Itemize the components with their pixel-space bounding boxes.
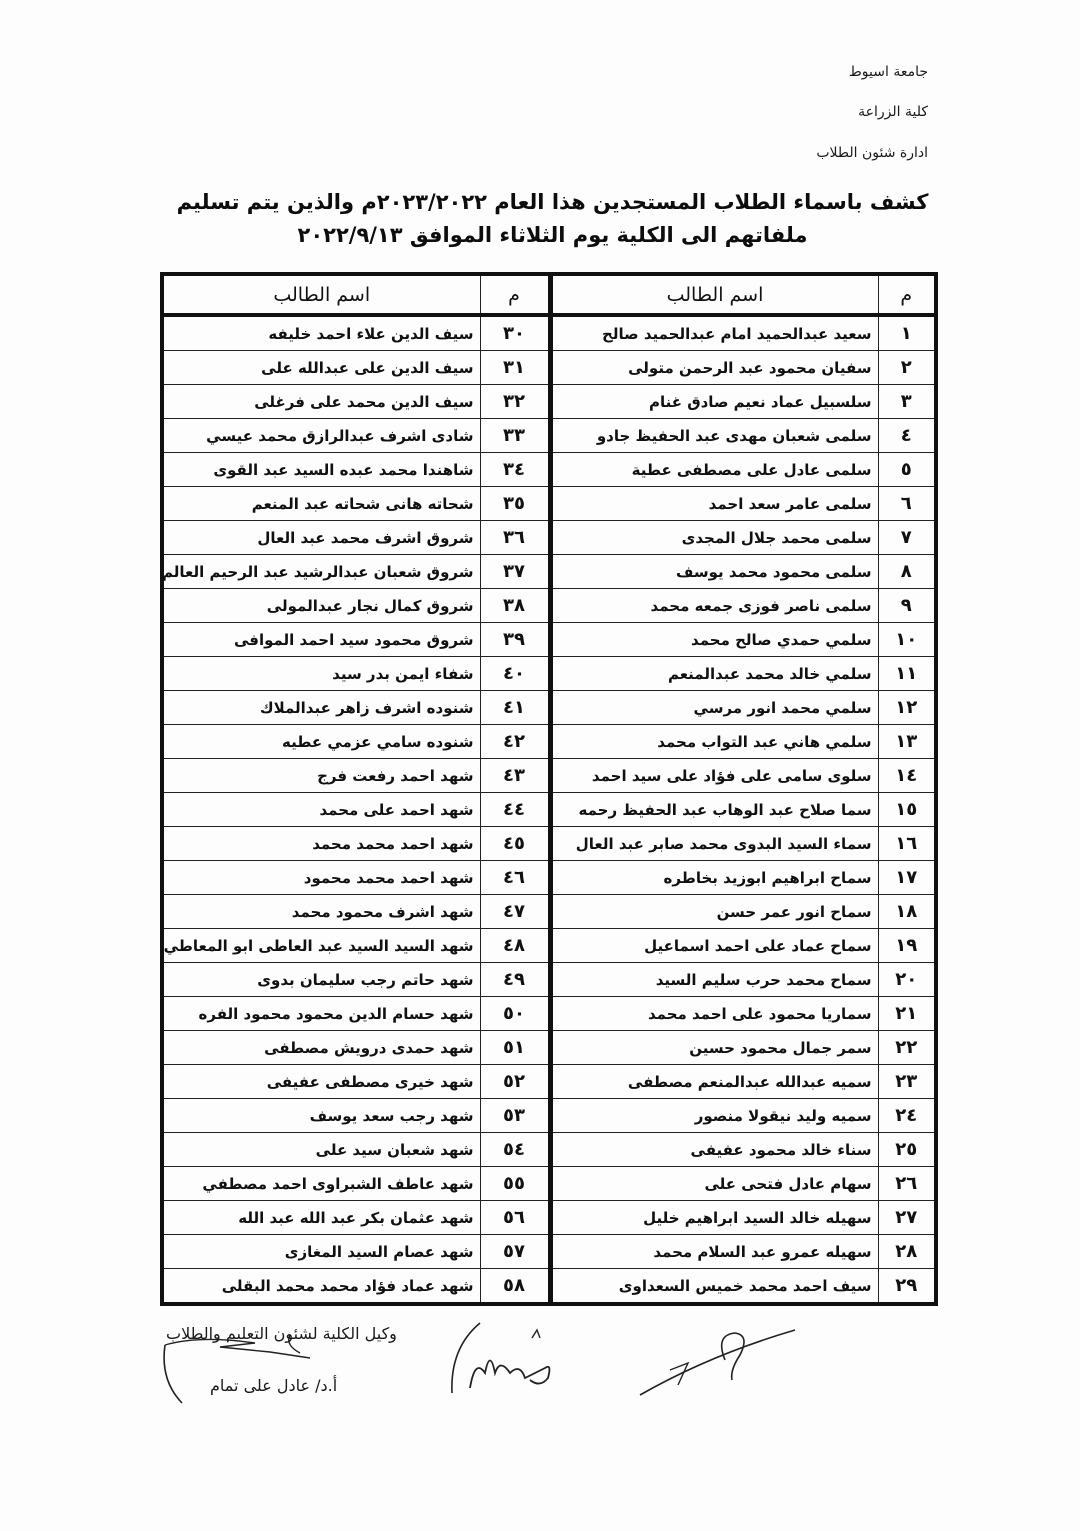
student-name-left: شهد اشرف محمود محمد — [162, 895, 480, 929]
student-name-left: شهد حمدى درويش مصطفى — [162, 1031, 480, 1065]
row-number-right: ٢٤ — [878, 1099, 936, 1133]
student-name-right: سلمى شعبان مهدى عبد الحفيظ جادو — [550, 419, 878, 453]
row-number-left: ٣٥ — [480, 487, 550, 521]
row-number-right: ٢٦ — [878, 1167, 936, 1201]
student-name-left: سيف الدين علاء احمد خليفه — [162, 315, 480, 351]
row-number-left: ٣٢ — [480, 385, 550, 419]
student-name-left: شفاء ايمن بدر سيد — [162, 657, 480, 691]
row-number-left: ٤٢ — [480, 725, 550, 759]
row-number-left: ٥٦ — [480, 1201, 550, 1235]
row-number-left: ٥٣ — [480, 1099, 550, 1133]
row-number-right: ١٩ — [878, 929, 936, 963]
student-name-left: شحاته هانى شحاته عبد المنعم — [162, 487, 480, 521]
row-number-left: ٤٣ — [480, 759, 550, 793]
row-number-left: ٥٢ — [480, 1065, 550, 1099]
student-name-right: سماح عماد على احمد اسماعيل — [550, 929, 878, 963]
student-name-right: سلمي محمد انور مرسي — [550, 691, 878, 725]
row-number-right: ٢٢ — [878, 1031, 936, 1065]
row-number-left: ٤٤ — [480, 793, 550, 827]
table-row — [162, 1201, 936, 1235]
row-number-right: ٢ — [878, 351, 936, 385]
student-name-right: سماح محمد حرب سليم السيد — [550, 963, 878, 997]
row-number-left: ٥٧ — [480, 1235, 550, 1269]
student-name-left: شنوده سامي عزمي عطيه — [162, 725, 480, 759]
table-row — [162, 759, 936, 793]
student-name-right: سميه وليد نيقولا منصور — [550, 1099, 878, 1133]
student-roster-table — [160, 272, 938, 1306]
row-number-left: ٥٨ — [480, 1269, 550, 1305]
student-name-right: سماح انور عمر حسن — [550, 895, 878, 929]
row-number-left: ٤٧ — [480, 895, 550, 929]
student-name-left: شروق اشرف محمد عبد العال — [162, 521, 480, 555]
student-name-left: شروق شعبان عبدالرشيد عبد الرحيم العالم — [162, 555, 480, 589]
student-name-right: سمر جمال محمود حسين — [550, 1031, 878, 1065]
table-row — [162, 521, 936, 555]
student-name-right: سعيد عبدالحميد امام عبدالحميد صالح — [550, 315, 878, 351]
student-name-right: سلمى عادل على مصطفى عطية — [550, 453, 878, 487]
row-number-left: ٣٦ — [480, 521, 550, 555]
row-number-left: ٤٦ — [480, 861, 550, 895]
row-number-left: ٣٨ — [480, 589, 550, 623]
table-row — [162, 1133, 936, 1167]
student-name-left: شنوده اشرف زاهر عبدالملاك — [162, 691, 480, 725]
student-name-left: شهد عصام السيد المغازى — [162, 1235, 480, 1269]
student-name-right: سهام عادل فتحى على — [550, 1167, 878, 1201]
student-name-left: سيف الدين محمد على فرغلى — [162, 385, 480, 419]
signatory-name: أ.د/ عادل على تمام — [210, 1376, 338, 1395]
student-name-right: سناء خالد محمود عفيفى — [550, 1133, 878, 1167]
table-row — [162, 929, 936, 963]
student-name-left: شهد خيرى مصطفى عفيفى — [162, 1065, 480, 1099]
student-name-right: سلمى عامر سعد احمد — [550, 487, 878, 521]
row-number-right: ١١ — [878, 657, 936, 691]
student-name-right: سلمي هاني عبد التواب محمد — [550, 725, 878, 759]
table-row — [162, 1099, 936, 1133]
row-number-left: ٤٠ — [480, 657, 550, 691]
row-number-right: ٢٥ — [878, 1133, 936, 1167]
row-number-left: ٣٣ — [480, 419, 550, 453]
student-name-left: شهد رجب سعد يوسف — [162, 1099, 480, 1133]
student-name-right: سميه عبدالله عبدالمنعم مصطفى — [550, 1065, 878, 1099]
student-name-right: سلمي حمدي صالح محمد — [550, 623, 878, 657]
row-number-left: ٤٩ — [480, 963, 550, 997]
row-number-left: ٣٠ — [480, 315, 550, 351]
table-row — [162, 1235, 936, 1269]
table-row — [162, 1031, 936, 1065]
title-line-1: كشف باسماء الطلاب المستجدين هذا العام ٢٠٢٣/٢٠٢٢م والذين يتم تسليم — [176, 190, 929, 214]
title-line-2: ملفاتهم الى الكلية يوم الثلاثاء الموافق ٢٠٢٢/٩/١٣ — [297, 223, 808, 247]
table-row — [162, 963, 936, 997]
student-name-left: شهد احمد على محمد — [162, 793, 480, 827]
row-number-right: ٢٩ — [878, 1269, 936, 1305]
student-name-right: سماح ابراهيم ابوزيد بخاطره — [550, 861, 878, 895]
signature-right-icon — [630, 1325, 800, 1405]
header-name-right: اسم الطالب — [550, 274, 878, 315]
row-number-right: ٢١ — [878, 997, 936, 1031]
department-name: ادارة شئون الطلاب — [816, 145, 928, 161]
row-number-right: ١٤ — [878, 759, 936, 793]
student-name-left: شهد عثمان بكر عبد الله عبد الله — [162, 1201, 480, 1235]
table-row — [162, 453, 936, 487]
row-number-right: ١٥ — [878, 793, 936, 827]
university-name: جامعة اسيوط — [848, 64, 928, 80]
student-name-right: سهيله خالد السيد ابراهيم خليل — [550, 1201, 878, 1235]
row-number-right: ١ — [878, 315, 936, 351]
student-name-left: شهد احمد محمد محمد — [162, 827, 480, 861]
table-row — [162, 997, 936, 1031]
table-row — [162, 861, 936, 895]
row-number-left: ٤٥ — [480, 827, 550, 861]
row-number-right: ١٢ — [878, 691, 936, 725]
row-number-right: ٥ — [878, 453, 936, 487]
student-name-left: شهد السيد السيد عبد العاطى ابو المعاطي — [162, 929, 480, 963]
table-row — [162, 385, 936, 419]
row-number-left: ٥٠ — [480, 997, 550, 1031]
student-name-right: سماريا محمود على احمد محمد — [550, 997, 878, 1031]
header-number-left: م — [480, 274, 550, 315]
row-number-right: ١٨ — [878, 895, 936, 929]
table-row — [162, 793, 936, 827]
table-row — [162, 1065, 936, 1099]
student-name-left: شهد حاتم رجب سليمان بدوى — [162, 963, 480, 997]
student-name-left: شهد احمد محمد محمود — [162, 861, 480, 895]
table-row — [162, 351, 936, 385]
row-number-right: ٧ — [878, 521, 936, 555]
row-number-left: ٥٥ — [480, 1167, 550, 1201]
student-name-left: شاهندا محمد عبده السيد عبد القوى — [162, 453, 480, 487]
row-number-left: ٤١ — [480, 691, 550, 725]
table-row — [162, 487, 936, 521]
row-number-right: ٣ — [878, 385, 936, 419]
student-name-right: سلمى محمود محمد يوسف — [550, 555, 878, 589]
row-number-right: ١٧ — [878, 861, 936, 895]
student-name-right: سلمى ناصر فوزى جمعه محمد — [550, 589, 878, 623]
row-number-left: ٥١ — [480, 1031, 550, 1065]
student-name-left: شهد حسام الدين محمود محمود الفره — [162, 997, 480, 1031]
table-row — [162, 555, 936, 589]
row-number-left: ٣٩ — [480, 623, 550, 657]
document-title — [150, 186, 955, 252]
signature-middle-icon — [440, 1318, 580, 1418]
row-number-right: ٦ — [878, 487, 936, 521]
row-number-right: ٢٣ — [878, 1065, 936, 1099]
header-number-right: م — [878, 274, 936, 315]
table-row — [162, 725, 936, 759]
student-name-left: شهد عاطف الشبراوى احمد مصطفي — [162, 1167, 480, 1201]
student-name-left: شهد عماد فؤاد محمد محمد البقلى — [162, 1269, 480, 1305]
row-number-left: ٣٧ — [480, 555, 550, 589]
row-number-right: ٢٧ — [878, 1201, 936, 1235]
student-name-right: سما صلاح عبد الوهاب عبد الحفيظ رحمه — [550, 793, 878, 827]
student-name-right: سلمى محمد جلال المجدى — [550, 521, 878, 555]
row-number-right: ٤ — [878, 419, 936, 453]
table-row — [162, 589, 936, 623]
table-header-row — [162, 274, 936, 315]
student-name-right: سفيان محمود عبد الرحمن متولى — [550, 351, 878, 385]
student-name-right: سيف احمد محمد خميس السعداوى — [550, 1269, 878, 1305]
table-row — [162, 657, 936, 691]
table-row — [162, 827, 936, 861]
row-number-right: ٨ — [878, 555, 936, 589]
student-name-left: شادى اشرف عبدالرازق محمد عيسي — [162, 419, 480, 453]
student-name-left: شهد شعبان سيد على — [162, 1133, 480, 1167]
student-name-right: سلسبيل عماد نعيم صادق غنام — [550, 385, 878, 419]
signatory-title: وكيل الكلية لشئون التعليم والطلاب — [166, 1324, 397, 1343]
faculty-name: كلية الزراعة — [858, 104, 928, 120]
row-number-right: ١٦ — [878, 827, 936, 861]
table-row — [162, 315, 936, 351]
table-body — [162, 315, 936, 1304]
table-row — [162, 691, 936, 725]
student-name-left: شروق كمال نجار عبدالمولى — [162, 589, 480, 623]
table-row — [162, 895, 936, 929]
row-number-right: ١٣ — [878, 725, 936, 759]
student-name-right: سهيله عمرو عبد السلام محمد — [550, 1235, 878, 1269]
table-row — [162, 1269, 936, 1305]
header-name-left: اسم الطالب — [162, 274, 480, 315]
row-number-right: ٢٠ — [878, 963, 936, 997]
student-name-left: شهد احمد رفعت فرج — [162, 759, 480, 793]
student-name-left: شروق محمود سيد احمد الموافى — [162, 623, 480, 657]
table-row — [162, 1167, 936, 1201]
row-number-left: ٥٤ — [480, 1133, 550, 1167]
row-number-right: ٢٨ — [878, 1235, 936, 1269]
table-row — [162, 419, 936, 453]
table-row — [162, 623, 936, 657]
student-name-right: سلوى سامى على فؤاد على سيد احمد — [550, 759, 878, 793]
row-number-right: ٩ — [878, 589, 936, 623]
row-number-left: ٣٤ — [480, 453, 550, 487]
row-number-right: ١٠ — [878, 623, 936, 657]
student-name-right: سلمي خالد محمد عبدالمنعم — [550, 657, 878, 691]
row-number-left: ٣١ — [480, 351, 550, 385]
student-name-left: سيف الدين على عبدالله على — [162, 351, 480, 385]
student-name-right: سماء السيد البدوى محمد صابر عبد العال — [550, 827, 878, 861]
row-number-left: ٤٨ — [480, 929, 550, 963]
